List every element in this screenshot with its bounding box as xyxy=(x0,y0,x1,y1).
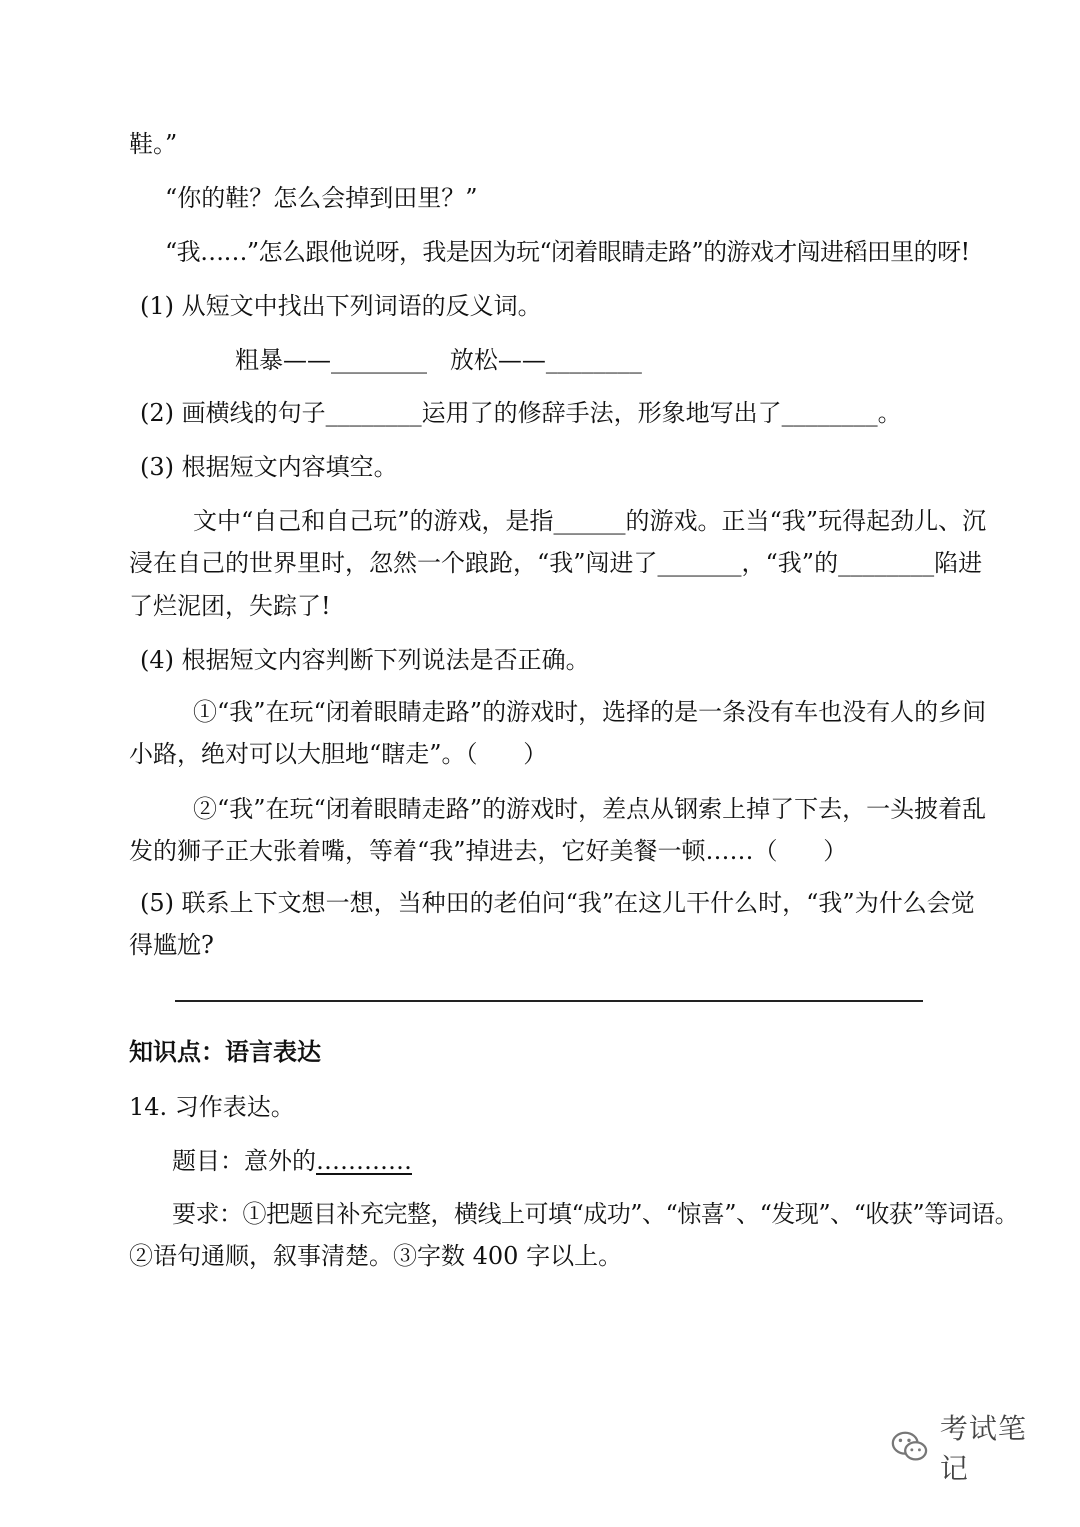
passage-line-2: “你的鞋？怎么会掉到田里？” xyxy=(165,184,478,212)
passage-line-1: 鞋。” xyxy=(129,130,178,158)
question-14-requirement-line-1: 要求：①把题目补充完整，横线上可填“成功”、“惊喜”、“发现”、“收获”等词语。 xyxy=(172,1200,1019,1228)
knowledge-point-label: 知识点：语言表达 xyxy=(129,1038,321,1066)
question-4-statement-1-line-1: ①“我”在玩“闭着眼睛走路”的游戏时，选择的是一条没有车也没有人的乡间 xyxy=(193,698,987,726)
topic-prefix: 题目：意外的 xyxy=(172,1147,316,1175)
question-4-statement-2-line-2: 发的狮子正大张着嘴，等着“我”掉进去，它好美餐一顿……（ ） xyxy=(129,837,848,865)
question-3-text-line-2: 浸在自己的世界里时，忽然一个踉跄，“我”闯进了_______，“我”的________陷进 xyxy=(129,549,983,577)
question-4-statement-2-line-1: ②“我”在玩“闭着眼睛走路”的游戏时，差点从钢索上掉了下去，一头披着乱 xyxy=(193,795,987,823)
question-5-line-2: 得尴尬? xyxy=(129,931,214,959)
question-1-antonyms: 粗暴——________ 放松——________ xyxy=(235,346,642,374)
watermark-text: 考试笔记 xyxy=(939,1412,1027,1485)
answer-line xyxy=(175,1000,923,1002)
question-14-title: 14. 习作表达。 xyxy=(129,1093,295,1121)
watermark xyxy=(890,1412,1050,1485)
topic-blank: ………… xyxy=(316,1147,412,1175)
question-4-prompt: (4) 根据短文内容判断下列说法是否正确。 xyxy=(140,646,590,674)
question-3-text-line-3: 了烂泥团，失踪了! xyxy=(129,592,331,620)
question-1-prompt: (1) 从短文中找出下列词语的反义词。 xyxy=(140,292,542,320)
question-14-topic xyxy=(172,1145,412,1177)
wechat-icon xyxy=(890,1428,930,1466)
question-3-text-line-1: 文中“自己和自己玩”的游戏，是指______的游戏。正当“我”玩得起劲儿、沉 xyxy=(193,507,987,535)
question-4-statement-1-line-2: 小路，绝对可以大胆地“瞎走”。（ ） xyxy=(129,740,548,768)
question-14-requirement-line-2: ②语句通顺，叙事清楚。③字数 400 字以上。 xyxy=(129,1242,623,1270)
question-5-line-1: (5) 联系上下文想一想，当种田的老伯问“我”在这儿干什么时，“我”为什么会觉 xyxy=(140,889,975,917)
question-3-prompt: (3) 根据短文内容填空。 xyxy=(140,453,398,481)
question-2-prompt: (2) 画横线的句子________运用了的修辞手法，形象地写出了________。 xyxy=(140,399,902,427)
passage-line-3: “我……”怎么跟他说呀，我是因为玩“闭着眼睛走路”的游戏才闯进稻田里的呀! xyxy=(165,238,970,266)
